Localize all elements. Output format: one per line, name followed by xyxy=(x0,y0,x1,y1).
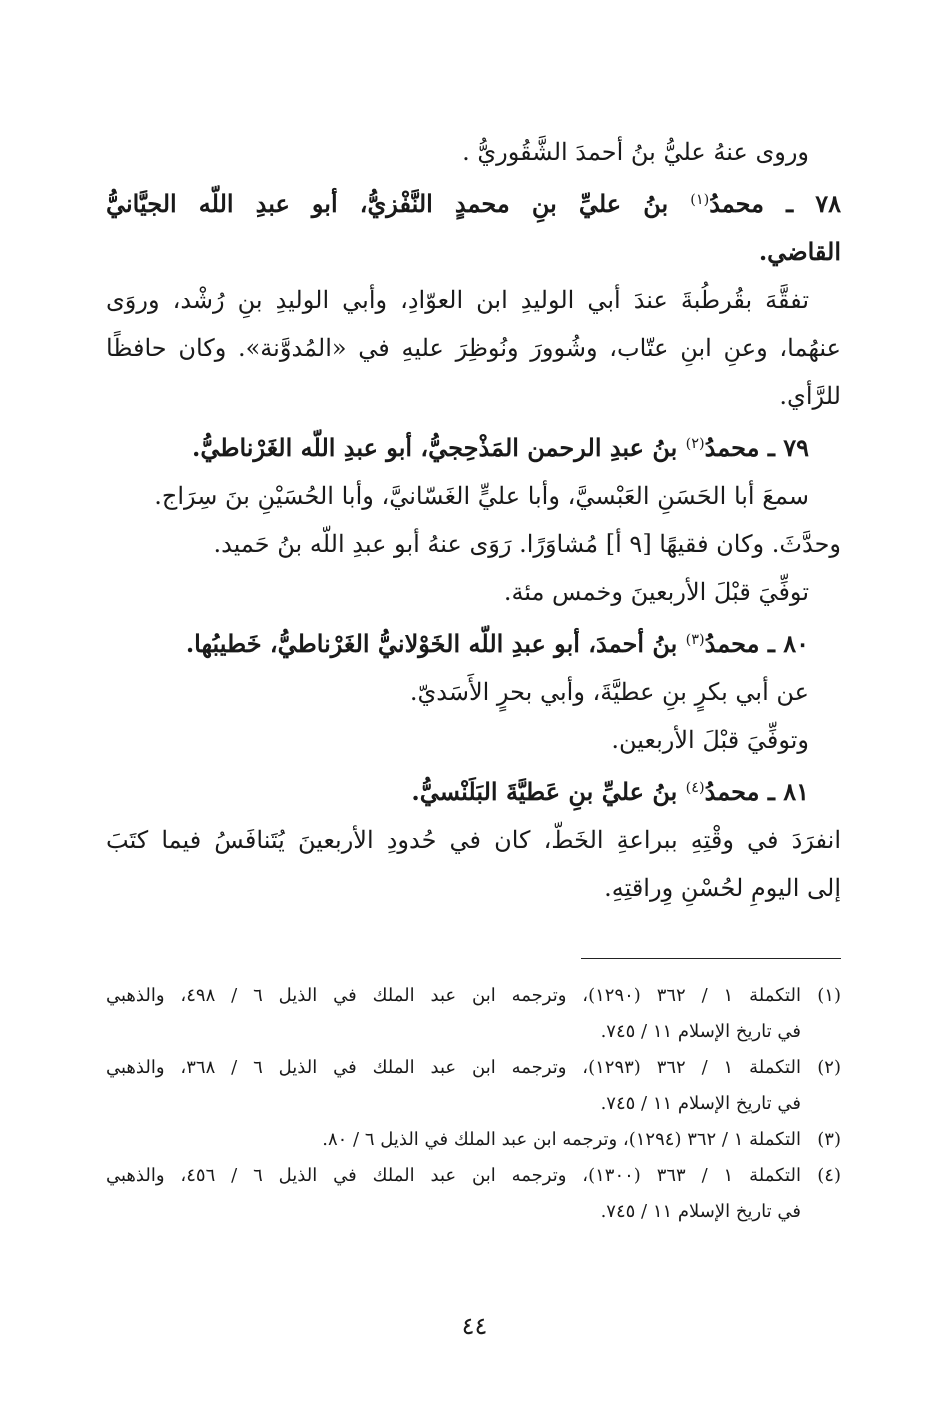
page-number: ٤٤ xyxy=(461,1312,488,1340)
footnote-3 xyxy=(106,1122,841,1158)
paragraph-line: عن أبي بكرٍ بنِ عطيَّةَ، وأبي بحرٍ الأَسَديّ. xyxy=(409,677,809,706)
footnote-ref: (٣) xyxy=(685,631,705,648)
footnote-2 xyxy=(106,1050,841,1122)
entry-heading-text: بنُ أحمدَ، أبو عبدِ اللّه الخَوْلانيُّ الغَرْناطيُّ، خَطيبُها. xyxy=(185,628,686,658)
paragraph-line: إلى اليومِ لحُسْنِ وِراقتِهِ. xyxy=(604,873,841,902)
entry-heading-80 xyxy=(106,616,841,668)
entry-heading-78 xyxy=(106,176,841,228)
footnote-1 xyxy=(106,978,841,1050)
paragraph-line: تفقَّهَ بقُرطُبةَ عندَ أبي الوليدِ ابن العوّادِ، وأبي الوليدِ بنِ رُشْد، وروَى xyxy=(106,285,809,314)
footnote-ref: (٤) xyxy=(685,779,705,796)
footnote-number: (١) xyxy=(817,985,841,1006)
entry-heading-81 xyxy=(106,764,841,816)
entry-number: ٧٩ ـ xyxy=(767,432,809,462)
paragraph-line: وروى عنهُ عليُّ بنُ أحمدَ الشَّقُوريُّ . xyxy=(462,138,809,166)
paragraph-line: للرَّأي. xyxy=(779,381,841,410)
footnote-number: (٤) xyxy=(817,1165,841,1186)
entry-number: ٨١ ـ xyxy=(767,776,809,806)
entry-heading-continuation: القاضي. xyxy=(758,236,841,266)
entry-name: محمدُ xyxy=(704,776,760,806)
main-text xyxy=(106,128,841,912)
entry-heading-text: بنُ عليِّ بنِ محمدٍ النَّفْزيُّ، أبو عبدِ اللّه الجيَّانيُّ xyxy=(106,188,691,218)
paragraph-line: عنهُما، وعنِ ابنِ عتّاب، وشُوورَ ونُوظِرَ عليهِ في «المُدوَّنة». وكان حافظًا xyxy=(106,333,841,362)
footnote-line: التكملة ١ / ٣٦٢ (١٢٩٤)، وترجمه ابن عبد الملك في الذيل ٦ / ٨٠. xyxy=(322,1129,801,1150)
entry-heading-text: بنُ عبدِ الرحمن المَذْحِجيُّ، أبو عبدِ اللّه الغَرْناطيُّ. xyxy=(192,432,686,462)
entry-name: محمدُ xyxy=(704,628,760,658)
footnote-line: في تاريخ الإسلام ١١ / ٧٤٥. xyxy=(600,1021,801,1042)
entry-name: محمدُ xyxy=(709,188,765,218)
paragraph-line: انفرَدَ في وقْتِهِ ببراعةِ الخَطّ، كان في حُدودِ الأربعينَ يُتَنافَسُ فيما كتَبَ xyxy=(106,825,841,854)
paragraph-line: وحدَّثَ. وكان فقيهًا [٩ أ] مُشاوَرًا. رَوَى عنهُ أبو عبدِ اللّه بنُ حَميد. xyxy=(213,529,841,558)
entry-name: محمدُ xyxy=(704,432,760,462)
entry-number: ٨٠ ـ xyxy=(767,628,809,658)
paragraph-line: سمعَ أبا الحَسَنِ العَبْسيَّ، وأبا عليٍّ الغَسّانيَّ، وأبا الحُسَيْنِ بنَ سِرَاج. xyxy=(154,481,809,510)
footnote-ref: (٢) xyxy=(685,435,705,452)
entry-number: ٧٨ ـ xyxy=(786,188,841,218)
footnote-number: (٢) xyxy=(817,1057,841,1078)
footnote-line: التكملة ١ / ٣٦٣ (١٣٠٠)، وترجمه ابن عبد الملك في الذيل ٦ / ٤٥٦، والذهبي xyxy=(106,1165,801,1186)
paragraph-line: وتوفِّيَ قبْلَ الأربعين. xyxy=(611,725,809,754)
footnote-separator xyxy=(581,958,841,959)
footnote-4 xyxy=(106,1158,841,1230)
entry-heading-79 xyxy=(106,420,841,472)
footnote-ref: (١) xyxy=(690,192,710,208)
entry-heading-text: بنُ عليِّ بنِ عَطيَّةَ البَلَنْسيُّ. xyxy=(411,776,686,806)
footnote-line: التكملة ١ / ٣٦٢ (١٢٩٣)، وترجمه ابن عبد الملك في الذيل ٦ / ٣٦٨، والذهبي xyxy=(106,1057,801,1078)
footnote-line: في تاريخ الإسلام ١١ / ٧٤٥. xyxy=(600,1201,801,1222)
footnotes xyxy=(106,978,841,1230)
footnote-line: في تاريخ الإسلام ١١ / ٧٤٥. xyxy=(600,1093,801,1114)
footnote-number: (٣) xyxy=(817,1129,841,1150)
footnote-line: التكملة ١ / ٣٦٢ (١٢٩٠)، وترجمه ابن عبد الملك في الذيل ٦ / ٤٩٨، والذهبي xyxy=(106,985,801,1006)
paragraph-line: توفِّيَ قبْلَ الأربعينَ وخمس مئة. xyxy=(503,577,809,606)
